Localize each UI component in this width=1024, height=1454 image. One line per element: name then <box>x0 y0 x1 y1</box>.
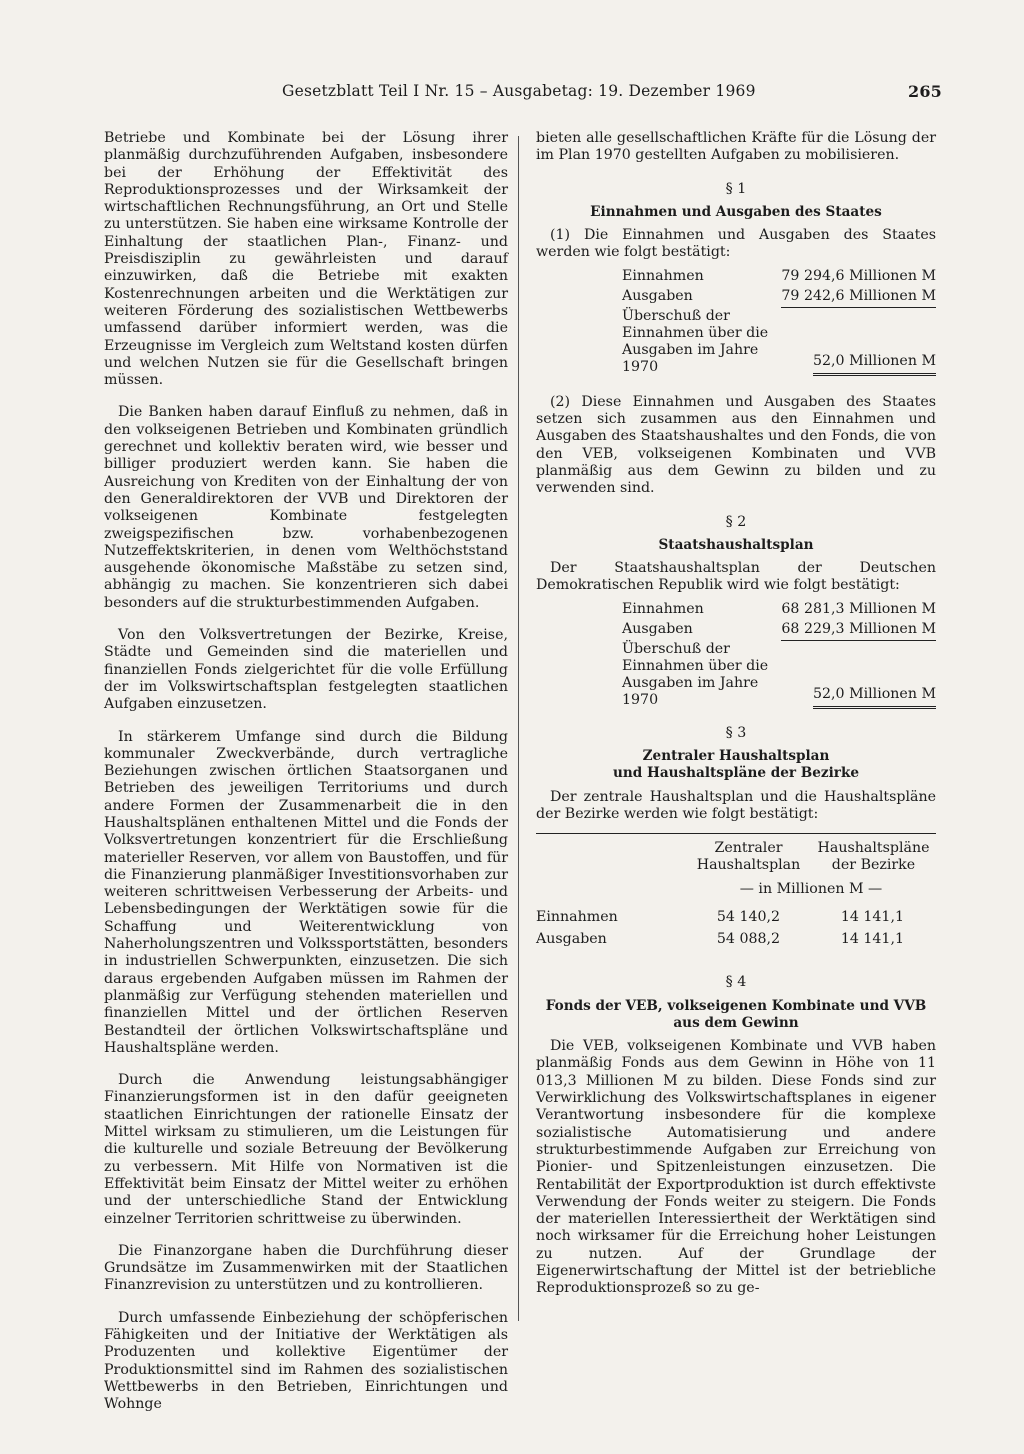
section-title: und Haushaltspläne der Bezirke <box>612 765 860 782</box>
section-number: § 1 <box>725 180 747 197</box>
cell-value: 54 140,2 <box>716 908 781 925</box>
row-value: 52,0 Millionen M <box>813 686 936 708</box>
section-intro: (1) Die Einnahmen und Ausgaben des Staates werden wie folgt bestätigt: <box>536 227 936 261</box>
row-label: Überschuß der Einnahmen über die Ausgaben im Jahre 1970 <box>622 307 769 375</box>
unit-label: — in Millionen M — <box>739 880 883 897</box>
row-value: 52,0 Millionen M <box>813 353 936 375</box>
section-number: § 3 <box>725 724 747 741</box>
paragraph: Die Banken haben darauf Einfluß zu nehmen, daß in den volkseigenen Betrieben und Kombinaten gründlich gerechnet und kollektiv beraten wird, wie besser und billiger produziert werden kann. Sie haben die Ausreichung von Krediten von der Einhaltung der von den Generaldirektoren der VVB und Direktoren der volkseigenen Kombinate festgelegten zweigspezifischen bzw. vorhabenbezogenen Nutzeffektskriterien, in denen vom Welthöchststand ausgehende ökonomische Maßstäbe zu setzen sind, abhängig zu machen. Sie konzentrieren sich dabei besonders auf die strukturbestimmenden Aufgaben. <box>104 404 508 611</box>
row-label: Ausgaben <box>622 620 693 637</box>
section-title: Zentraler Haushaltsplan <box>642 748 830 765</box>
page-number: 265 <box>908 82 942 101</box>
section-intro: Der zentrale Haushaltsplan und die Haushaltspläne der Bezirke werden wie folgt bestätigt: <box>536 788 936 822</box>
cell-value: 14 141,1 <box>840 908 904 925</box>
page-header <box>282 82 942 106</box>
section-intro: Der Staatshaushaltsplan der Deutschen Demokratischen Republik wird wie folgt bestätigt: <box>536 560 936 594</box>
section-title: Einnahmen und Ausgaben des Staates <box>590 203 882 220</box>
paragraph: Die Finanzorgane haben die Durchführung dieser Grundsätze im Zusammenwirken mit der Staatlichen Finanzrevision zu unterstützen und zu kontrollieren. <box>104 1242 508 1294</box>
paragraph-continuation: bieten alle gesellschaftlichen Kräfte für die Lösung der im Plan 1970 gestellten Aufgaben zu mobilisieren. <box>536 130 936 164</box>
row-value: 68 229,3 Millionen M <box>781 621 936 641</box>
row-label: Einnahmen <box>622 267 704 284</box>
paragraph: Durch umfassende Einbeziehung der schöpferischen Fähigkeiten und der Initiative der Werktätigen als Produzenten und kollektive Eigentümer der Produktionsmittel sind im Rahmen des sozialistischen Wettbewerbs in den Betrieben, Einrichtungen und Wohnge <box>104 1309 508 1413</box>
paragraph: In stärkerem Umfange sind durch die Bildung kommunaler Zweckverbände, durch vertragliche Beziehungen zwischen örtlichen Staatsorganen und Betrieben des jeweiligen Territoriums und durch andere Formen der Zusammenarbeit die in den Haushaltsplänen enthaltenen Mittel und die Fonds der Volksvertretungen konzentriert für die Erschließung materieller Reserven, vor allem von Baustoffen, und für die Finanzierung planmäßiger Investitionsvorhaben zur weiteren schrittweisen Verbesserung der Arbeits- und Lebensbedingungen der Werktätigen sowie für die Schaffung und Weiterentwicklung von Naherholungszentren und Volkssportstätten, besonders in industriellen Schwerpunkten, einzusetzen. Die sich daraus ergebenden Aufgaben müssen im Rahmen der planmäßig zur Verfügung stehenden materiellen und finanziellen Mittel und der örtlichen Reserven Bestandteil der örtlichen Volkswirtschaftspläne und Haushaltspläne werden. <box>104 728 508 1056</box>
paragraph: Betriebe und Kombinate bei der Lösung ihrer planmäßig durchzuführenden Aufgaben, insbesondere bei der Erhöhung der Effektivität des Reproduktionsprozesses und der Wirksamkeit der wirtschaftlichen Rechnungsführung, an Ort und Stelle zu unterstützen. Sie haben eine wirksame Kontrolle der Einhaltung der staatlichen Plan-, Finanz- und Preisdisziplin zu gewährleisten und darauf einzuwirken, daß die Betriebe mit exakten Kostenrechnungen arbeiten und die Werktätigen zur weiteren Förderung des sozialistischen Wettbewerbs umfassend darüber informiert werden, was die Erzeugnisse im Vergleich zum Weltstand kosten dürfen und welchen Nutzen sie für die Gesellschaft bringen müssen. <box>104 130 508 389</box>
row-label: Ausgaben <box>622 287 693 304</box>
column-header: Zentraler Haushaltsplan <box>696 840 801 874</box>
section-title: Staatshaushaltsplan <box>658 536 814 553</box>
row-label: Einnahmen <box>536 908 618 925</box>
row-value: 79 242,6 Millionen M <box>781 288 936 308</box>
row-label: Einnahmen <box>622 600 704 617</box>
gazette-title: Gesetzblatt Teil I Nr. 15 – Ausgabetag: 19. Dezember 1969 <box>282 82 756 100</box>
row-value: 68 281,3 Millionen M <box>781 600 936 617</box>
right-column <box>536 130 936 1298</box>
paragraph: (2) Diese Einnahmen und Ausgaben des Staates setzen sich zusammen aus den Einnahmen und Ausgaben des Staatshaushaltes und den Fonds, die von den VEB, volkseigenen Kombinaten und VVB planmäßig aus dem Gewinn zu bilden und zu verwenden sind. <box>536 393 936 497</box>
table-row <box>536 906 936 928</box>
budget-table <box>622 601 936 709</box>
cell-value: 14 141,1 <box>840 930 904 947</box>
column-header: Haushaltspläne der Bezirke <box>817 840 930 874</box>
column-divider <box>518 136 519 1321</box>
cell-value: 54 088,2 <box>716 930 781 947</box>
paragraph: Von den Volksvertretungen der Bezirke, Kreise, Städte und Gemeinden sind die materiellen und finanziellen Fonds zielgerichtet für die volle Erfüllung der im Volkswirtschaftsplan festgelegten staatlichen Aufgaben einzusetzen. <box>104 627 508 713</box>
left-column <box>104 130 508 1428</box>
regional-budget-table <box>536 833 936 950</box>
table-row <box>536 928 936 950</box>
row-label: Ausgaben <box>536 930 607 947</box>
paragraph: Durch die Anwendung leistungsabhängiger Finanzierungsformen ist in den dafür geeigneten staatlichen Einrichtungen der rationelle Einsatz der Mittel wirksam zu stimulieren, um die Leistungen für die kulturelle und soziale Betreuung der Bevölkerung zu verbessern. Mit Hilfe von Normativen ist die Effektivität beim Einsatz der Mittel weiter zu erhöhen und der unterschiedliche Stand der Entwicklung einzelner Territorien schrittweise zu überwinden. <box>104 1072 508 1227</box>
row-value: 79 294,6 Millionen M <box>781 267 936 284</box>
row-label: Überschuß der Einnahmen über die Ausgaben im Jahre 1970 <box>622 640 769 708</box>
section-title: Fonds der VEB, volkseigenen Kombinate und VVB aus dem Gewinn <box>545 997 927 1031</box>
paragraph: Die VEB, volkseigenen Kombinate und VVB haben planmäßig Fonds aus dem Gewinn in Höhe von 11 013,3 Millionen M zu bilden. Diese Fonds sind zur Verwirklichung des Volkswirtschaftsplanes in eigener Verantwortung insbesondere für die komplexe sozialistische Automatisierung und andere strukturbestimmende Aufgaben zur Erreichung von Pionier- und Spitzenleistungen einzusetzen. Die Rentabilität der Exportproduktion ist durch effektivste Verwendung der Fonds weiter zu steigern. Die Fonds der materiellen Interessiertheit der Werktätigen sind noch wirksamer für die Erreichung hoher Leistungen zu nutzen. Auf der Grundlage der Eigenerwirtschaftung der Mittel ist der betriebliche Reproduktionsprozeß so zu ge- <box>536 1038 936 1297</box>
section-number: § 2 <box>725 513 747 530</box>
section-number: § 4 <box>725 974 747 991</box>
budget-table <box>622 268 936 376</box>
